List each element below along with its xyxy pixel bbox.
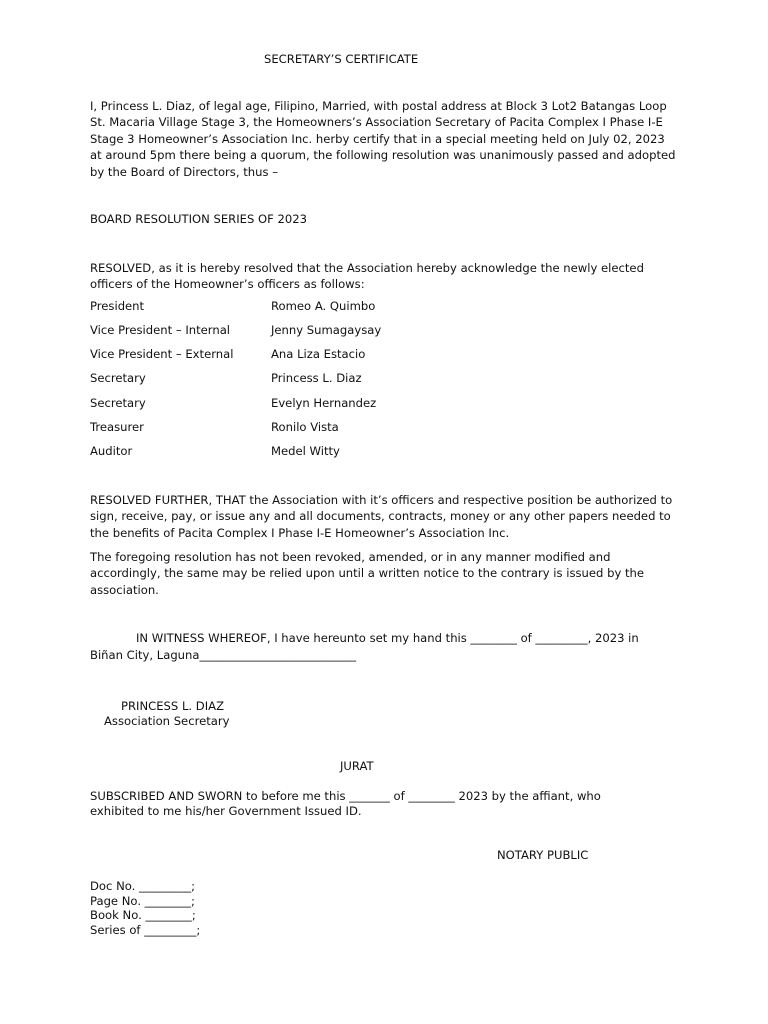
page-no-field: Page No. ________; [90,894,195,908]
officer-position: Vice President – External [90,347,234,361]
series-of-field: Series of _________; [90,923,201,937]
notary-public-label: NOTARY PUBLIC [497,848,589,862]
officer-name: Jenny Sumagaysay [271,323,382,337]
officer-name: Princess L. Diaz [271,371,362,385]
signatory-name: PRINCESS L. DIAZ [121,699,225,713]
officer-position: President [90,299,145,313]
jurat-line-2: exhibited to me his/her Government Issued ID. [90,804,362,818]
jurat-heading: JURAT [340,759,374,773]
witness-line-1: IN WITNESS WHEREOF, I have hereunto set my hand this ________ of _________, 2023 in [136,631,639,645]
resolved-paragraph: RESOLVED, as it is hereby resolved that the Association hereby acknowledge the newly elected officers of the Homeowner’s officers as follows: [90,261,644,292]
intro-paragraph: I, Princess L. Diaz, of legal age, Filipino, Married, with postal address at Block 3 Lot2 Batangas Loop St. Macaria Village Stage 3, the Homeowners’s Association Secretary of Pacita Complex I Phase I-E Stage 3 Homeowner’s Association Inc. herby certify that in a special meeting held on July 02, 2023 at around 5pm there being a quorum, the following resolution was unanimously passed and adopted by the Board of Directors, thus – [90,99,676,179]
book-no-field: Book No. ________; [90,908,196,922]
officer-position: Secretary [90,371,146,385]
officer-position: Auditor [90,444,133,458]
officer-position: Vice President – Internal [90,323,231,337]
certificate-title: SECRETARY’S CERTIFICATE [264,52,419,66]
doc-no-field: Doc No. _________; [90,879,196,893]
officer-name: Evelyn Hernandez [271,396,377,410]
witness-line-2: Biñan City, Laguna___________________________ [90,648,356,662]
officer-position: Treasurer [90,420,144,434]
officer-name: Ronilo Vista [271,420,339,434]
resolution-heading: BOARD RESOLUTION SERIES OF 2023 [90,212,308,226]
officer-position: Secretary [90,396,146,410]
jurat-line-1: SUBSCRIBED AND SWORN to before me this _______ of ________ 2023 by the affiant, who [90,789,601,803]
officer-name: Medel Witty [271,444,340,458]
foregoing-paragraph: The foregoing resolution has not been revoked, amended, or in any manner modified and accordingly, the same may be relied upon until a written notice to the contrary is issued by the association. [90,550,645,597]
resolved-further-paragraph: RESOLVED FURTHER, THAT the Association with it’s officers and respective position be authorized to sign, receive, pay, or issue any and all documents, contracts, money or any other papers needed to the benefits of Pacita Complex I Phase I-E Homeowner’s Association Inc. [90,493,673,540]
signatory-title: Association Secretary [104,714,230,728]
officer-name: Ana Liza Estacio [271,347,366,361]
officer-name: Romeo A. Quimbo [271,299,376,313]
